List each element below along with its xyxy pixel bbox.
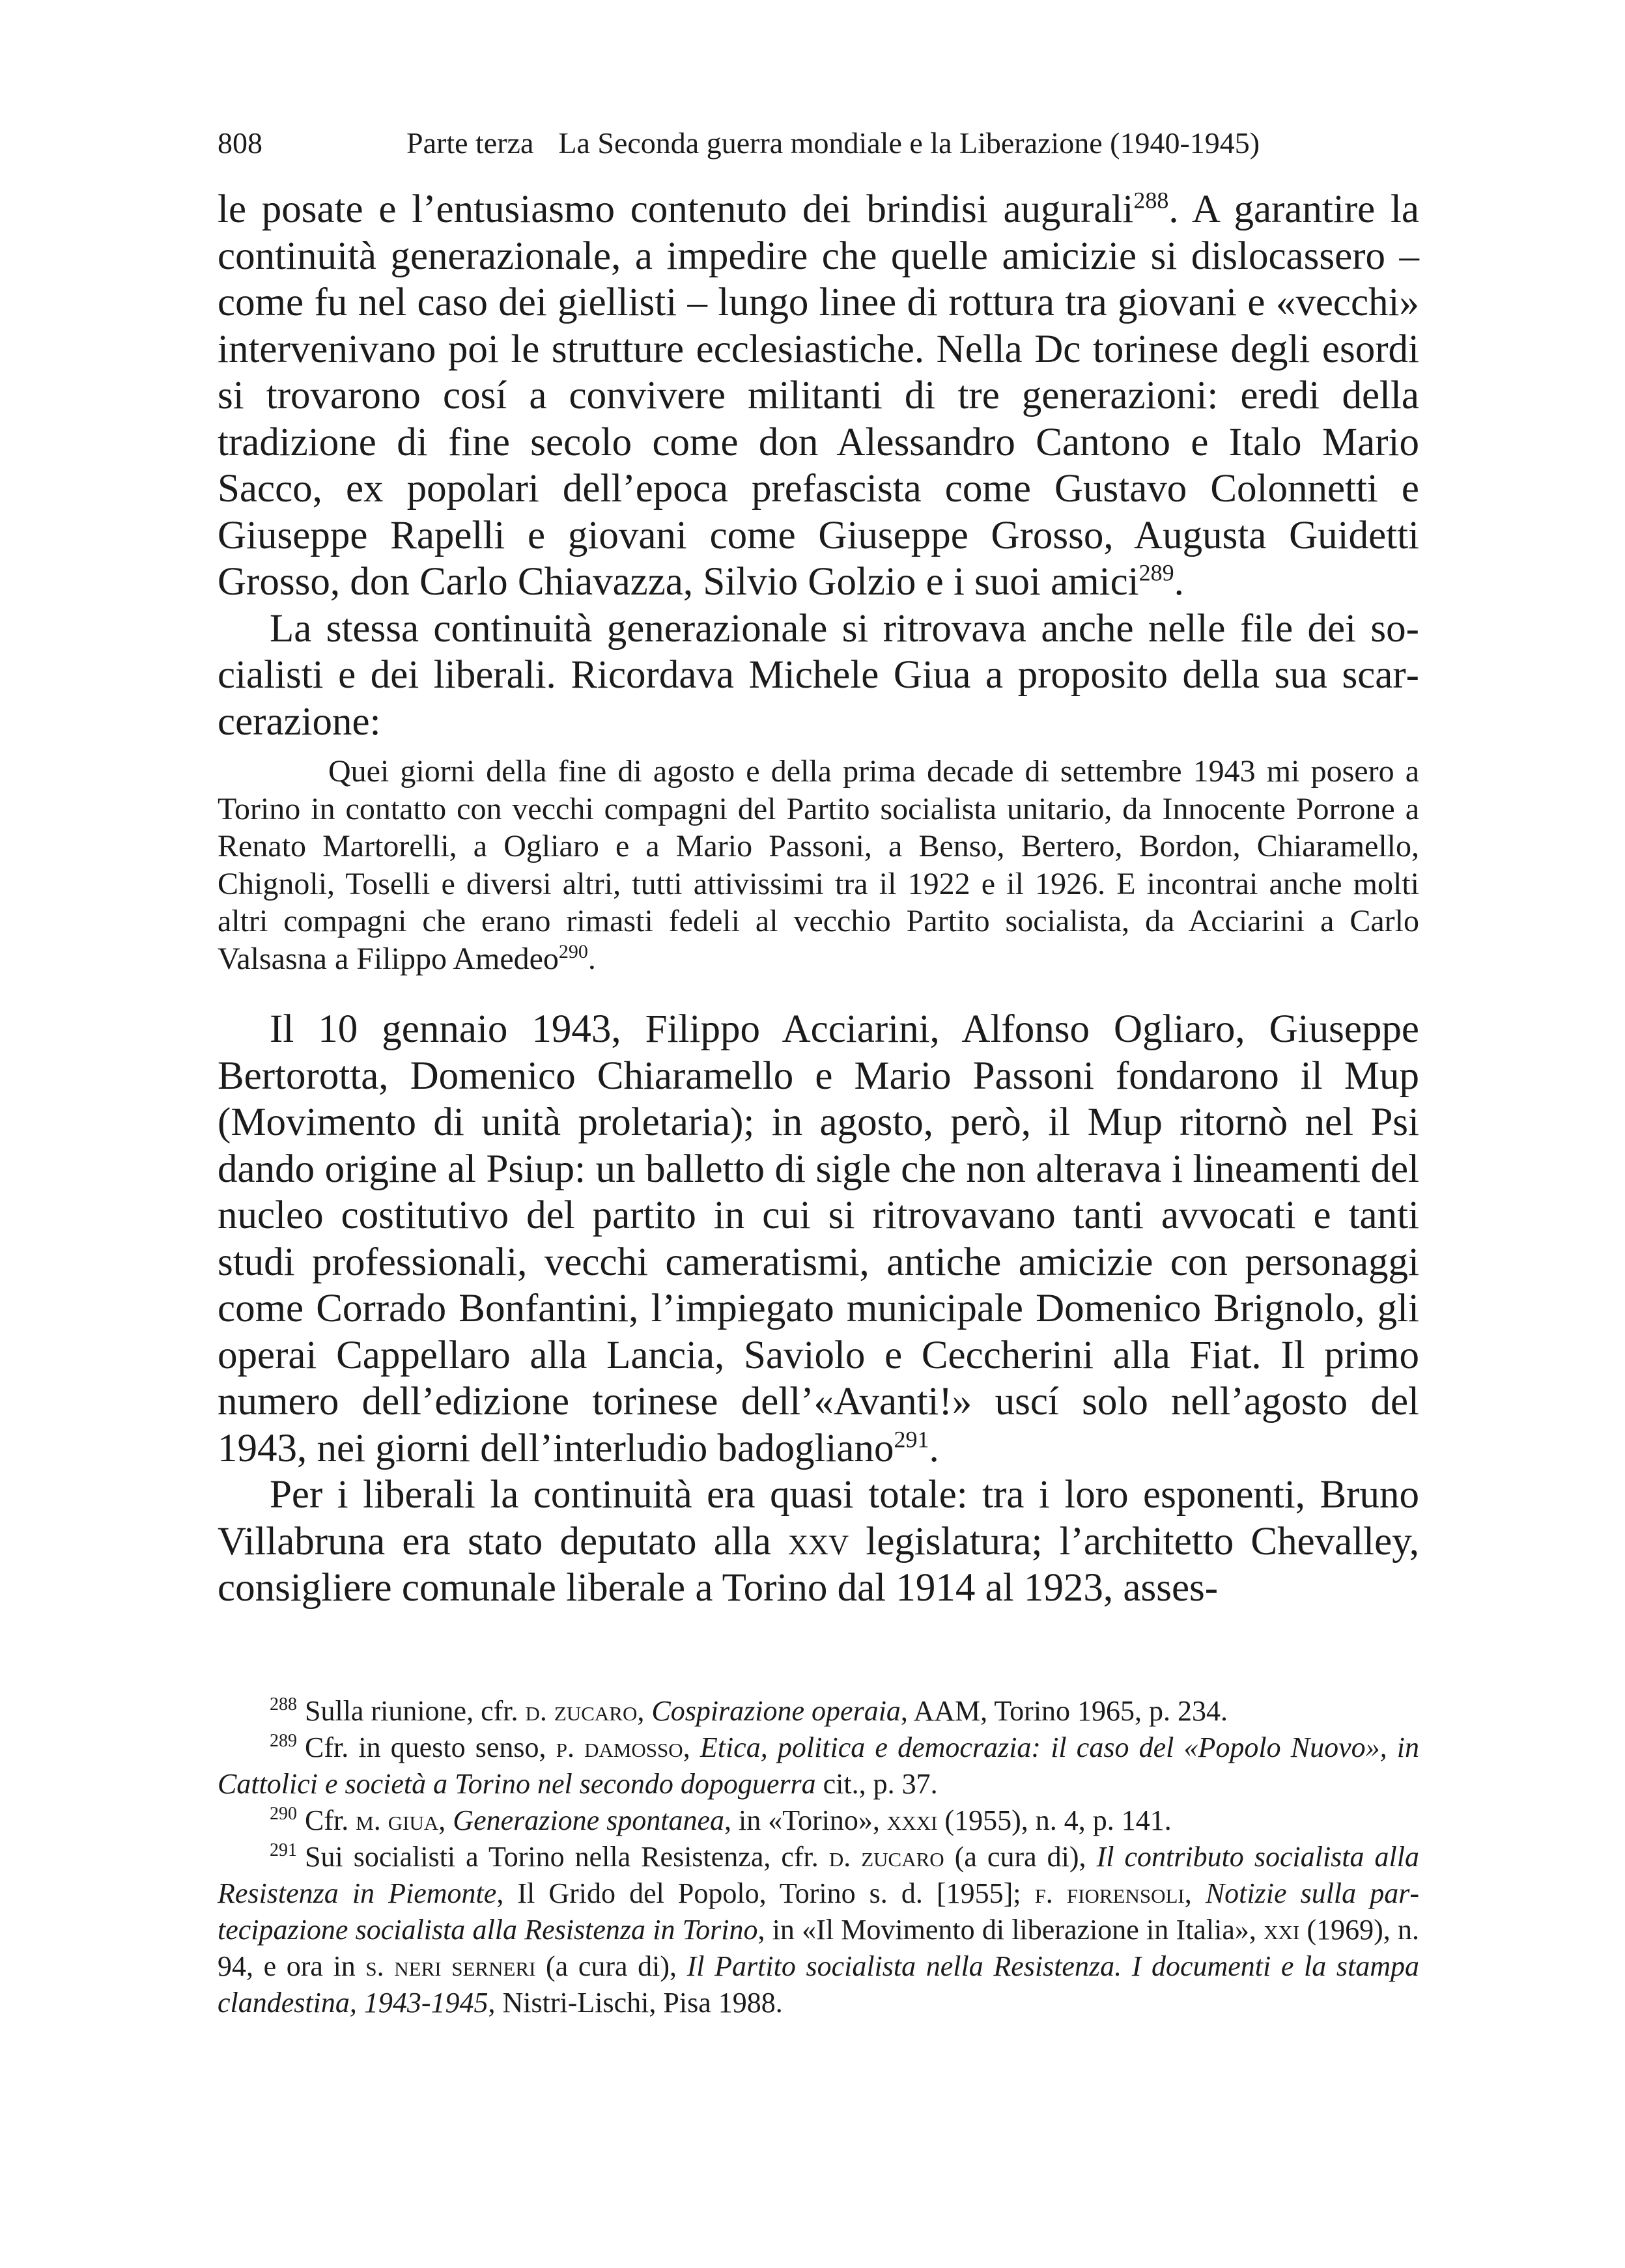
footnote-289 <box>218 1729 1419 1802</box>
footnote-author: d. zucaro <box>525 1695 638 1727</box>
footnote-text: (a cura di), <box>535 1950 687 1982</box>
footnote-text: cit., p. 37. <box>815 1768 938 1800</box>
footnote-text: , Nistri-Lischi, Pisa 1988. <box>488 1987 783 2019</box>
footnote-ref-290[interactable]: 290 <box>558 940 588 962</box>
footnote-text: , <box>683 1731 700 1763</box>
paragraph-text: . <box>929 1426 939 1470</box>
footnote-ref-289[interactable]: 289 <box>1138 559 1174 586</box>
footnote-ref-291[interactable]: 291 <box>894 1426 929 1453</box>
quote-text: Quei giorni della fine di agosto e della prima decade di settembre 1943 mi posero a Torino in contatto con vecchi compagni del Partito socialista unitario, da Innocente Porrone a Renato Martorelli, a Ogliaro e a Mario Passoni, a Benso, Bertero, Bordon, Chiaramello, Chignoli, Toselli e diversi altri, tutti attivissimi tra il 1922 e il 1926. E incontrai anche molti altri compagni che erano rimasti fedeli al vecchio Partito socialista, da Acciarini a Carlo Valsasna a Filippo Amedeo <box>218 754 1419 976</box>
paragraph-2: La stessa continuità generazionale si ritrovava anche nelle file dei socialisti e dei liberali. Ricordava Michele Giua a proposito della sua scarcerazione: <box>218 606 1419 744</box>
footnote-title: Notizie sulla partecipazione socialista alla Resistenza in Torino <box>218 1877 1420 1946</box>
paragraph-1 <box>218 186 1419 606</box>
footnote-author: f. fiorensoli <box>1034 1877 1185 1909</box>
footnote-text: Cfr. in questo senso, <box>305 1731 556 1763</box>
paragraph-text: le posate e l’entusiasmo contenuto dei brindisi augurali <box>218 188 1134 231</box>
footnote-title: Cospirazione operaia <box>651 1695 901 1727</box>
legislature-numeral: xxv <box>788 1519 849 1563</box>
footnote-number: 288 <box>270 1694 297 1715</box>
block-quote <box>218 753 1419 977</box>
footnote-ref-288[interactable]: 288 <box>1133 187 1169 214</box>
paragraph-text: Per i liberali la continuità era quasi totale: tra i loro esponenti, Bruno Villabruna era stato deputato alla <box>218 1473 1419 1563</box>
footnote-text: (1969), n. 94, e ora in <box>218 1914 1419 1982</box>
paragraph-text: . <box>1174 560 1184 604</box>
footnote-number: 289 <box>270 1731 297 1752</box>
footnote-author: s. neri serneri <box>365 1950 536 1982</box>
paragraph-text: legislatura; l’architetto Chevalley, consigliere comunale liberale a Torino dal 1914 al 1923, asses- <box>218 1519 1419 1610</box>
footnote-288 <box>218 1693 1419 1729</box>
footnote-author: m. giua <box>356 1804 439 1836</box>
footnote-title: Il contributo socialista alla Resistenza in Piemonte <box>218 1841 1419 1909</box>
footnote-291 <box>218 1839 1419 2021</box>
footnote-text: , Il Grido del Popolo, Torino s. d. [1955]; <box>496 1877 1035 1909</box>
footnote-text: , in «Torino», <box>724 1804 887 1836</box>
footnote-text: Sui socialisti a Torino nella Resistenza, cfr. <box>305 1841 829 1873</box>
footnote-text: , in «Il Movimento di liberazione in Italia», <box>757 1914 1264 1946</box>
page <box>218 124 1419 1612</box>
footnote-text: (1955), n. 4, p. 141. <box>937 1804 1172 1836</box>
footnote-text: Sulla riunione, cfr. <box>305 1695 526 1727</box>
quote-text: . <box>587 941 596 976</box>
footnote-text: , <box>438 1804 453 1836</box>
paragraph-text: Il 10 gennaio 1943, Filippo Acciarini, Alfonso Ogliaro, Giuseppe Bertorotta, Domenico Chiaramello e Mario Passoni fondarono il Mup (Movimento di unità proletaria); in agosto, però, il Mup ritornò nel Psi dando origine al Psiup: un balletto di sigle che non alterava i lineamenti del nucleo costitutivo del partito in cui si ritrovavano tanti avvocati e tanti studi professionali, vecchi cameratismi, antiche amicizie con personaggi come Corrado Bonfantini, l’impiegato municipale Domenico Brignolo, gli operai Cappellaro alla Lancia, Saviolo e Ceccherini alla Fiat. Il primo numero dell’edizione torinese dell’«Avanti!» uscí solo nell’agosto del 1943, nei giorni dell’interludio badogliano <box>218 1007 1419 1470</box>
footnotes <box>218 1693 1419 2021</box>
footnote-text: , <box>1184 1877 1206 1909</box>
paragraph-3 <box>218 1006 1419 1472</box>
footnote-title: Generazione spontanea <box>453 1804 725 1836</box>
footnote-text: Cfr. <box>305 1804 356 1836</box>
footnote-text: , AAM, Torino 1965, p. 234. <box>900 1695 1228 1727</box>
paragraph-4 <box>218 1472 1419 1612</box>
footnote-volume: xxi <box>1264 1914 1300 1946</box>
footnote-author: d. zucaro <box>828 1841 944 1873</box>
page-number: 808 <box>218 126 262 160</box>
footnote-text: (a cura di), <box>944 1841 1097 1873</box>
footnote-title: Etica, politica e democrazia: il caso del «Popolo Nuovo», in Cattolici e società a Torino nel secondo dopoguerra <box>218 1731 1420 1800</box>
part-label: Parte terza <box>406 126 534 160</box>
body-text <box>218 186 1419 1612</box>
running-head <box>218 124 1419 163</box>
footnote-290 <box>218 1802 1419 1839</box>
section-title: La Seconda guerra mondiale e la Liberazione (1940-1945) <box>558 126 1260 160</box>
footnote-number: 291 <box>270 1840 297 1861</box>
footnote-title: Il Partito socialista nella Resistenza. I documenti e la stampa clandestina, 1943-1945 <box>218 1950 1419 2019</box>
footnote-author: p. damosso <box>556 1731 683 1763</box>
footnote-volume: xxxi <box>886 1804 938 1836</box>
footnote-text: , <box>637 1695 652 1727</box>
paragraph-text: . A garantire la continuità generazionale, a impedire che quelle amicizie si dislocassero – come fu nel caso dei giellisti – lungo linee di rottura tra giovani e «vecchi» intervenivano poi le strutture ecclesiastiche. Nella Dc torinese degli esordi si trovarono cosí a convivere militanti di tre generazioni: eredi della tradizione di fine secolo come don Alessandro Cantono e Italo Mario Sacco, ex popolari dell’epoca prefascista come Gustavo Colonnetti e Giuseppe Rapelli e giovani come Giuseppe Grosso, Augusta Guidetti Grosso, don Carlo Chiavazza, Silvio Golzio e i suoi amici <box>218 188 1419 604</box>
footnote-number: 290 <box>270 1804 297 1825</box>
